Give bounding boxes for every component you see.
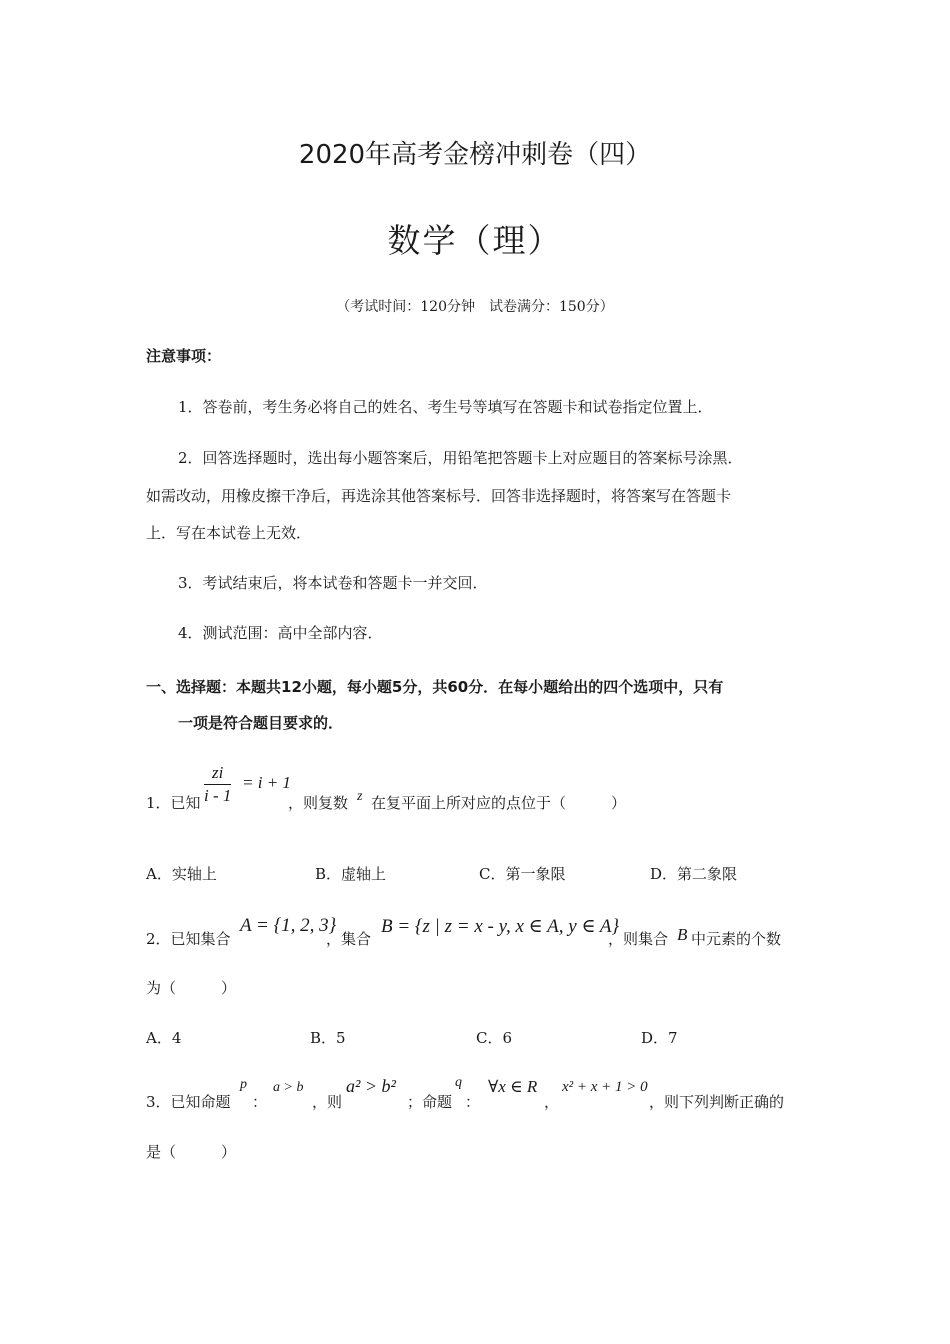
q3-line2: 是（ ） bbox=[146, 1143, 237, 1161]
q3-then: ，则 bbox=[312, 1093, 343, 1111]
exam-title: 2020年高考金榜冲刺卷（四） bbox=[298, 140, 652, 170]
q1-rhs: = i + 1 bbox=[242, 773, 291, 792]
q3-q: q bbox=[455, 1075, 462, 1090]
q1-option-c: C．第一象限 bbox=[479, 865, 566, 883]
q2-var-b: B bbox=[677, 925, 688, 944]
q3-colon-1: ： bbox=[252, 1093, 268, 1111]
q2-option-d: D．7 bbox=[641, 1029, 678, 1047]
q2-set-a: A = {1, 2, 3} bbox=[240, 915, 337, 936]
q2-option-a: A．4 bbox=[146, 1029, 182, 1047]
notice-item-2: 2．回答选择题时，选出每小题答案后，用铅笔把答题卡上对应题目的答案标号涂黑． bbox=[178, 449, 743, 467]
q1-var-z: z bbox=[357, 789, 363, 804]
q3-colon-2: ： bbox=[465, 1093, 481, 1111]
q3-p-expr: a > b bbox=[273, 1080, 304, 1095]
q3-p: p bbox=[240, 1077, 247, 1092]
q3-suffix: ，则下列判断正确的 bbox=[649, 1093, 785, 1111]
q1-fraction bbox=[204, 762, 231, 807]
q1-frac-den: i - 1 bbox=[204, 786, 232, 805]
q2-prefix: 2．已知集合 bbox=[146, 930, 231, 948]
q2-line2: 为（ ） bbox=[146, 979, 237, 997]
notice-heading: 注意事项： bbox=[146, 347, 222, 365]
q2-suffix: 中元素的个数 bbox=[691, 930, 782, 948]
q1-option-a: A．实轴上 bbox=[146, 865, 217, 883]
q1-suffix: 在复平面上所对应的点位于（ ） bbox=[371, 794, 627, 812]
notice-item-2-end: 上．写在本试卷上无效． bbox=[146, 524, 312, 542]
q3-q-expr: x² + x + 1 > 0 bbox=[562, 1079, 648, 1095]
q1-option-d: D．第二象限 bbox=[650, 865, 738, 883]
q1-prefix: 1．已知 bbox=[146, 794, 201, 812]
q1-frac-num: zi bbox=[204, 762, 231, 785]
q2-set-b: B = {z | z = x - y, x ∈ A, y ∈ A} bbox=[381, 916, 620, 937]
q2-option-b: B．5 bbox=[310, 1029, 346, 1047]
notice-item-4: 4．测试范围：高中全部内容． bbox=[178, 624, 383, 642]
notice-item-1: 1．答卷前，考生务必将自己的姓名、考生号等填写在答题卡和试卷指定位置上． bbox=[178, 398, 713, 416]
q1-option-b: B．虚轴上 bbox=[315, 865, 387, 883]
q2-mid: ，集合 bbox=[326, 930, 372, 948]
q3-semi: ；命题 bbox=[407, 1093, 453, 1111]
q3-q-forall: ∀x ∈ R bbox=[488, 1077, 538, 1096]
q2-suffix-pre: ，则集合 bbox=[608, 930, 669, 948]
exam-info: （考试时间：120分钟 试卷满分：150分） bbox=[336, 299, 614, 315]
section-heading: 一、选择题：本题共12小题，每小题5分，共60分．在每小题给出的四个选项中，只有 bbox=[146, 678, 724, 696]
subject-title: 数学（理） bbox=[387, 221, 563, 260]
q2-option-c: C．6 bbox=[476, 1029, 513, 1047]
q3-p-conclusion: a² > b² bbox=[346, 1076, 396, 1096]
q1-mid: ，则复数 bbox=[288, 794, 349, 812]
notice-item-2-cont: 如需改动，用橡皮擦干净后，再选涂其他答案标号．回答非选择题时，将答案写在答题卡 bbox=[146, 487, 732, 505]
q3-prefix: 3．已知命题 bbox=[146, 1093, 231, 1111]
q3-comma: ， bbox=[544, 1093, 560, 1111]
notice-item-3: 3．考试结束后，将本试卷和答题卡一并交回． bbox=[178, 574, 488, 592]
section-heading-cont: 一项是符合题目要求的． bbox=[178, 714, 344, 732]
